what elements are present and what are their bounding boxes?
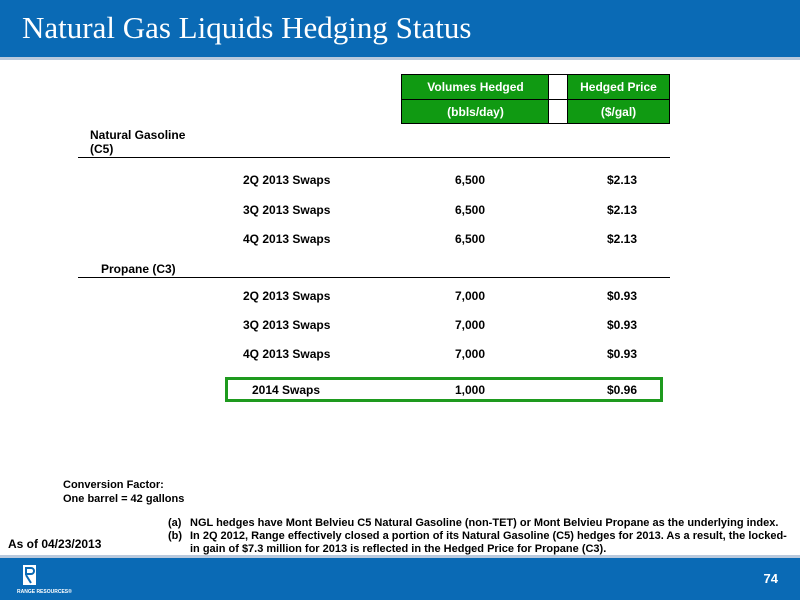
- footnote-text: NGL hedges have Mont Belvieu C5 Natural Gasoline (non-TET) or Mont Belvieu Propane as the underlying index.: [190, 517, 779, 529]
- footnote-tag: (b): [168, 530, 183, 542]
- footnote-text: In 2Q 2012, Range effectively closed a portion of its Natural Gasoline (C5) hedges for 2013. As a result, the locked-in gain of $7.3 million for 2013 is reflected in the Hedged Price for Propane (C3).: [190, 530, 787, 555]
- footer-bar: [0, 558, 800, 600]
- title-divider: [0, 57, 800, 60]
- section-propane: [101, 262, 176, 276]
- section-name: Natural Gasoline: [90, 128, 186, 142]
- conversion-factor: [63, 478, 184, 506]
- logo-text: RANGE RESOURCES®: [17, 589, 72, 595]
- row-label: 2Q 2013 Swaps: [243, 289, 331, 303]
- row-volume: 6,500: [455, 232, 486, 246]
- header-divider: [402, 99, 670, 100]
- row-price: $2.13: [607, 203, 638, 217]
- row-volume: 7,000: [455, 318, 486, 332]
- row-price: $0.93: [607, 289, 638, 303]
- section-name: Propane (C3): [101, 262, 176, 276]
- slide-title: Natural Gas Liquids Hedging Status: [22, 10, 472, 45]
- volumes-unit: (bbls/day): [402, 100, 549, 123]
- footnote-tag: (a): [168, 517, 182, 529]
- conversion-title: Conversion Factor:: [63, 479, 164, 491]
- section-rule: [78, 277, 670, 278]
- row-label: 2Q 2013 Swaps: [243, 173, 331, 187]
- as-of-date: As of 04/23/2013: [8, 537, 102, 551]
- row-volume: 7,000: [455, 347, 486, 361]
- highlight-price: $0.96: [607, 383, 638, 397]
- footnote: [168, 517, 793, 530]
- conversion-value: One barrel = 42 gallons: [63, 493, 185, 505]
- row-price: $0.93: [607, 347, 638, 361]
- row-label: 4Q 2013 Swaps: [243, 347, 331, 361]
- row-volume: 6,500: [455, 203, 486, 217]
- volumes-header: Volumes Hedged: [402, 75, 549, 99]
- row-price: $2.13: [607, 173, 638, 187]
- footnotes: [168, 517, 793, 556]
- row-price: $2.13: [607, 232, 638, 246]
- highlight-volume: 1,000: [455, 383, 486, 397]
- row-label: 4Q 2013 Swaps: [243, 232, 331, 246]
- section-rule: [78, 157, 670, 158]
- title-bar: [0, 0, 800, 57]
- highlight-label: 2014 Swaps: [252, 383, 321, 397]
- row-label: 3Q 2013 Swaps: [243, 318, 331, 332]
- row-price: $0.93: [607, 318, 638, 332]
- price-header: Hedged Price: [568, 75, 669, 99]
- section-name-suffix: (C5): [90, 142, 114, 156]
- page-number: 74: [763, 571, 778, 586]
- row-label: 3Q 2013 Swaps: [243, 203, 331, 217]
- row-volume: 7,000: [455, 289, 486, 303]
- row-volume: 6,500: [455, 173, 486, 187]
- logo-mark-icon: [17, 565, 87, 595]
- price-unit: ($/gal): [568, 100, 669, 123]
- section-natural-gasoline: [90, 128, 185, 156]
- range-resources-logo: [17, 565, 87, 595]
- footnote: [168, 530, 793, 556]
